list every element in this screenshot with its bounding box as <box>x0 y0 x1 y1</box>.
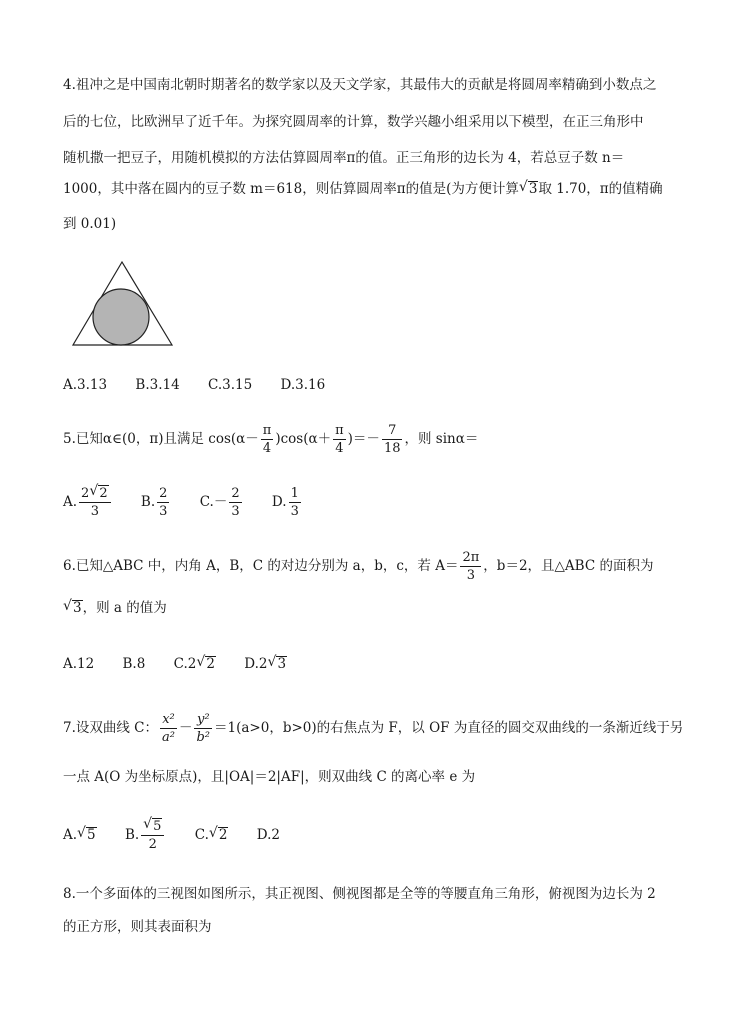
q4-line-3: 随机撒一把豆子，用随机模拟的方法估算圆周率π的值。正三角形的边长为 4，若总豆子数 n＝ <box>63 150 625 166</box>
pi-over-4-frac: $\frac{\pi}{4}$ <box>262 423 272 456</box>
x2-over-a2-frac: $\frac{\text{x²}}{\text{a²}}$ <box>162 712 175 745</box>
q6-options <box>63 654 311 674</box>
q7-option-a[interactable]: A. √ 5 <box>63 825 96 843</box>
q6-option-a[interactable]: A.12 <box>63 656 95 672</box>
q4-line-4-tail: 取 1.70，π的值精确 <box>538 181 663 197</box>
q5-option-a[interactable]: A. 2 √ 2 3 <box>63 483 113 521</box>
q4-line-1: 4.祖冲之是中国南北朝时期著名的数学家以及天文学家，其最伟大的贡献是将圆周率精确到小数点之 <box>63 77 657 93</box>
q7-option-b[interactable]: B. √ 5 2 <box>125 815 167 855</box>
q4-option-a[interactable]: A.3.13 <box>63 377 108 393</box>
q7-options <box>63 815 304 855</box>
sqrt3-expression: √ 3 <box>518 179 538 197</box>
q6-option-d[interactable]: D.2 √ 3 <box>244 654 287 672</box>
q7-option-d[interactable]: D.2 <box>256 827 280 843</box>
q4-options <box>63 375 349 395</box>
q6-line-2: √ 3，则 a 的值为 <box>63 598 167 616</box>
seven-over-18-frac: $\frac{7}{18}$ <box>383 423 401 456</box>
q4-line-4-text: 1000，其中落在圆内的豆子数 m＝618，则估算圆周率π的值是(为方便计算 <box>63 181 519 197</box>
q5-option-b[interactable]: B. $\frac{2}{3}$ <box>140 486 168 519</box>
q6-option-b[interactable]: B.8 <box>122 656 146 672</box>
sqrt3-area: √ 3 <box>63 598 82 616</box>
q4-option-c[interactable]: C.3.15 <box>207 377 253 393</box>
q4-line-2: 后的七位，比欧洲早了近千年。为探究圆周率的计算，数学兴趣小组采用以下模型，在正三角形中 <box>63 114 644 130</box>
q4-option-d[interactable]: D.3.16 <box>280 377 326 393</box>
two-pi-over-3-frac: $\frac{2\pi}{3}$ <box>462 550 480 583</box>
q6-option-c[interactable]: C.2 √ 2 <box>173 654 215 672</box>
q5-option-c[interactable]: C.－ $\frac{2}{3}$ <box>199 486 240 519</box>
q4-line-4 <box>63 179 663 199</box>
triangle-circle-figure <box>70 258 180 348</box>
q5-options <box>63 483 327 521</box>
q8-line-1: 8.一个多面体的三视图如图所示，其正视图、侧视图都是全等的等腰直角三角形，俯视图为边长为 2 <box>63 886 656 902</box>
q4-line-5: 到 0.01) <box>63 216 117 232</box>
pi-over-4-frac-2: $\frac{\pi}{4}$ <box>335 423 344 456</box>
q7-line-1: 7.设双曲线 C： $\frac{\text{x²}}{\text{a²}}$ － $\frac{\text{y²}}{\text{b²}}$ ＝1(a>0，b>0)的右焦点为 F，以 OF 为直径的圆交双曲线的一条渐近线于另 <box>63 712 684 745</box>
q5-stem: 5.已知α∈(0，π)且满足 cos(α－ $\frac{\pi}{4}$ )cos(α＋ $\frac{\pi}{4}$ )＝－ $\frac{7}{18}$ ，则 sinα＝ <box>63 423 479 456</box>
q7-line-2: 一点 A(O 为坐标原点)，且|OA|＝2|AF|，则双曲线 C 的离心率 e 为 <box>63 769 476 785</box>
q7-option-c[interactable]: C. √ 2 <box>194 825 228 843</box>
q6-line-1: 6.已知△ABC 中，内角 A，B，C 的对边分别为 a，b，c，若 A＝ $\frac{2\pi}{3}$ ，b＝2，且△ABC 的面积为 <box>63 550 654 583</box>
q8-line-2: 的正方形，则其表面积为 <box>63 919 212 935</box>
y2-over-b2-frac: $\frac{\text{y²}}{\text{b²}}$ <box>196 712 211 745</box>
q5-option-d[interactable]: D. $\frac{1}{3}$ <box>271 486 299 519</box>
q4-option-b[interactable]: B.3.14 <box>135 377 180 393</box>
